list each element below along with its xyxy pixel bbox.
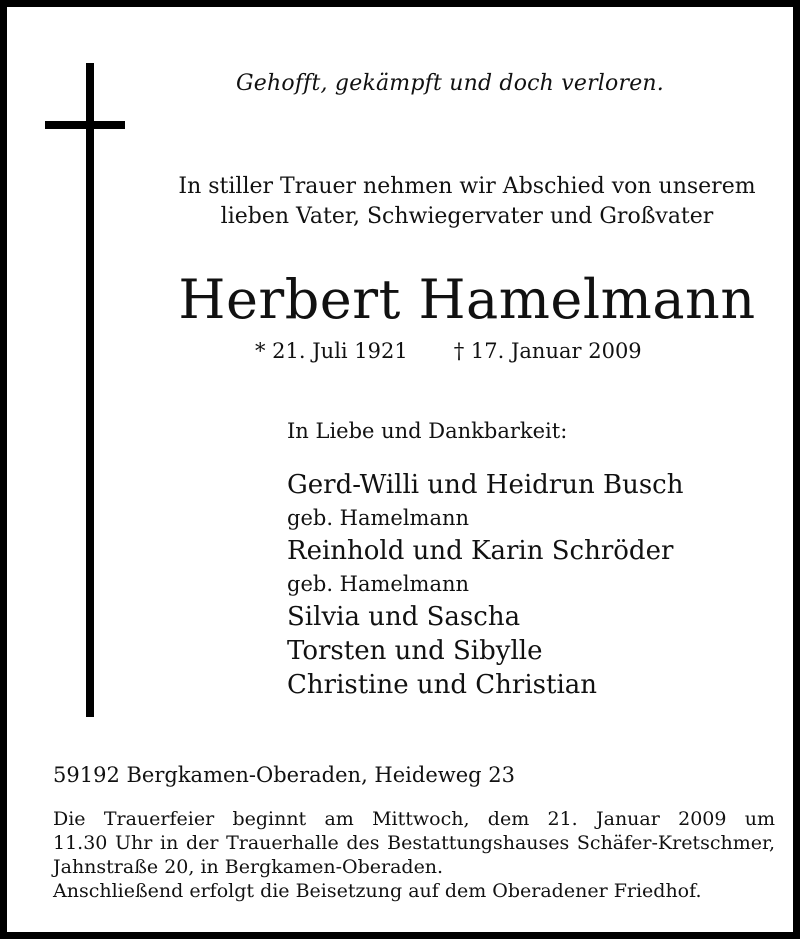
mourner-item [287, 468, 787, 534]
ceremony-line-1: Die Trauerfeier beginnt am Mittwoch, dem 21. Januar 2009 um [53, 808, 775, 830]
ceremony-line-2: 11.30 Uhr in der Trauerhalle des Bestattungshauses Schäfer-Kretschmer, [53, 832, 775, 854]
deceased-name: Herbert Hamelmann [178, 268, 756, 331]
mourner-item [287, 534, 787, 600]
intro-line-2: lieben Vater, Schwiegervater und Großvater [220, 204, 714, 229]
mourner-item [287, 668, 787, 702]
motto: Gehofft, gekämpft und doch verloren. [236, 71, 664, 96]
birth-date: * 21. Juli 1921 [255, 339, 408, 363]
family-address: 59192 Bergkamen-Oberaden, Heideweg 23 [53, 763, 515, 787]
death-date: † 17. Januar 2009 [453, 339, 642, 363]
life-dates [255, 339, 642, 363]
mourner-note: geb. Hamelmann [287, 506, 470, 530]
intro-line-1: In stiller Trauer nehmen wir Abschied von unserem [178, 174, 756, 199]
cross-horizontal-bar [45, 121, 125, 129]
mourner-name: Torsten und Sibylle [287, 636, 543, 666]
mourner-note: geb. Hamelmann [287, 572, 470, 596]
mourner-item [287, 600, 787, 634]
cross-vertical-bar [86, 63, 94, 717]
mourner-item [287, 634, 787, 668]
mourner-name: Silvia und Sascha [287, 602, 521, 632]
mourner-name: Gerd-Willi und Heidrun Busch [287, 470, 684, 500]
ceremony-line-3: Jahnstraße 20, in Bergkamen-Oberaden. [53, 856, 444, 878]
mourner-name: Christine und Christian [287, 670, 598, 700]
ceremony-info [53, 807, 775, 903]
ceremony-line-4: Anschließend erfolgt die Beisetzung auf dem Oberadener Friedhof. [53, 880, 702, 902]
mourner-name: Reinhold und Karin Schröder [287, 536, 674, 566]
intro-text [137, 172, 797, 232]
thanks-heading: In Liebe und Dankbarkeit: [287, 419, 568, 443]
mourners-list [287, 468, 787, 702]
